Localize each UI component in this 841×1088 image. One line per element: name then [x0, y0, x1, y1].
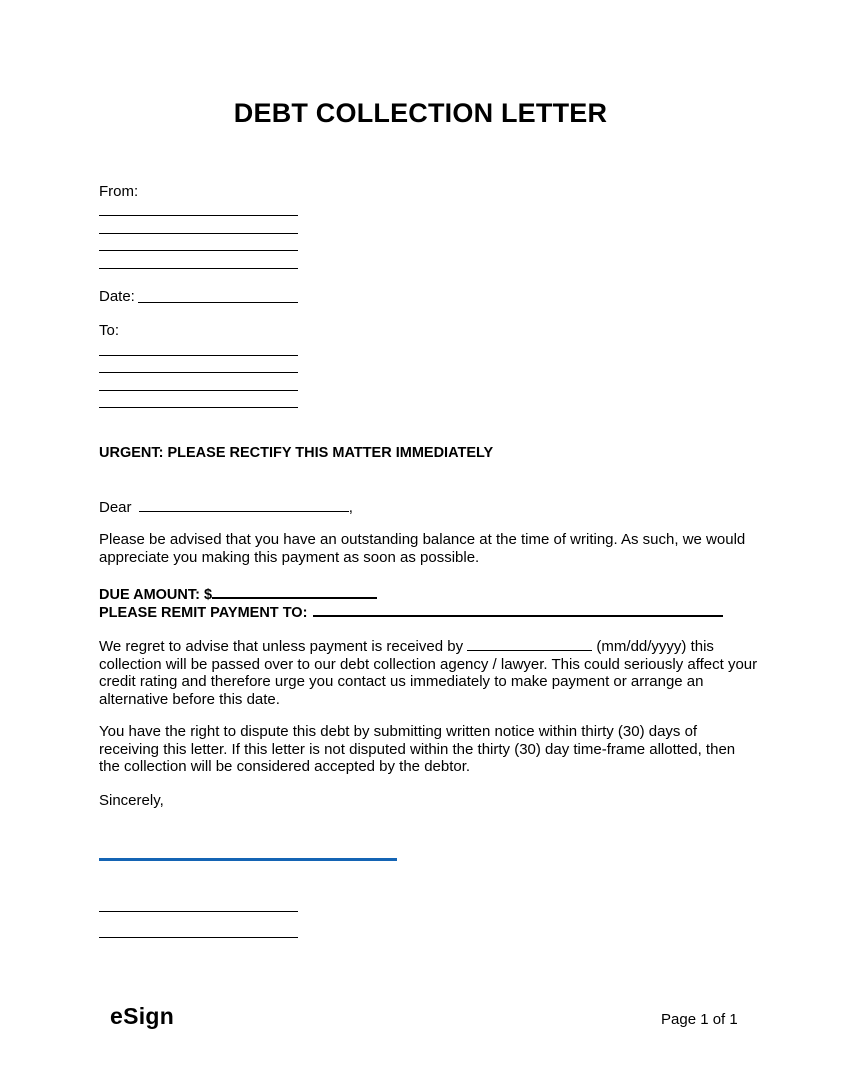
- to-line-4[interactable]: [99, 407, 298, 408]
- from-line-1[interactable]: [99, 215, 298, 216]
- to-label: To:: [99, 322, 120, 339]
- to-line-1[interactable]: [99, 355, 298, 356]
- dear-label: Dear: [99, 499, 132, 516]
- due-amount-line[interactable]: [212, 582, 377, 599]
- to-line-3[interactable]: [99, 390, 298, 391]
- remit-label: PLEASE REMIT PAYMENT TO:: [99, 605, 308, 621]
- due-amount-label: DUE AMOUNT: $: [99, 587, 213, 603]
- date-label: Date:: [99, 288, 135, 305]
- paragraph-balance-notice: Please be advised that you have an outstanding balance at the time of writing. As such, we would appreciate you making this payment as soon as possible.: [99, 531, 746, 566]
- signer-name-line[interactable]: [99, 911, 298, 912]
- document-title: DEBT COLLECTION LETTER: [233, 98, 608, 128]
- salutation-comma: ,: [348, 499, 353, 516]
- recipient-name-line[interactable]: [139, 496, 349, 512]
- closing: Sincerely,: [99, 792, 164, 809]
- payment-deadline-line[interactable]: [467, 636, 592, 651]
- remit-address-line[interactable]: [313, 600, 723, 617]
- remit-row: [99, 600, 723, 622]
- date-line[interactable]: [138, 302, 298, 303]
- from-line-3[interactable]: [99, 250, 298, 251]
- paragraph-payment-deadline: [99, 636, 759, 708]
- para2-before: We regret to advise that unless payment is received by: [99, 638, 464, 655]
- salutation: [99, 496, 353, 517]
- paragraph-dispute-rights: You have the right to dispute this debt by submitting written notice within thirty (30) days of receiving this letter. If this letter is not disputed within the thirty (30) day time-frame allotted, then the collection will be considered accepted by the debtor.: [99, 723, 736, 775]
- signer-title-line[interactable]: [99, 937, 298, 938]
- from-line-4[interactable]: [99, 268, 298, 269]
- from-line-2[interactable]: [99, 233, 298, 234]
- esign-logo: eSign: [110, 1003, 175, 1029]
- page-number: Page 1 of 1: [661, 1011, 738, 1028]
- urgent-heading: URGENT: PLEASE RECTIFY THIS MATTER IMMEDIATELY: [99, 445, 494, 461]
- from-label: From:: [99, 183, 139, 200]
- para2-after: (mm/dd/yyyy) this collection will be passed over to our debt collection agency / lawyer. This could seriously affect your credit rating and therefore urge you contact us immediately to make payment or arrange an alternative before this date.: [99, 638, 758, 708]
- signature-line[interactable]: [99, 858, 397, 861]
- to-line-2[interactable]: [99, 372, 298, 373]
